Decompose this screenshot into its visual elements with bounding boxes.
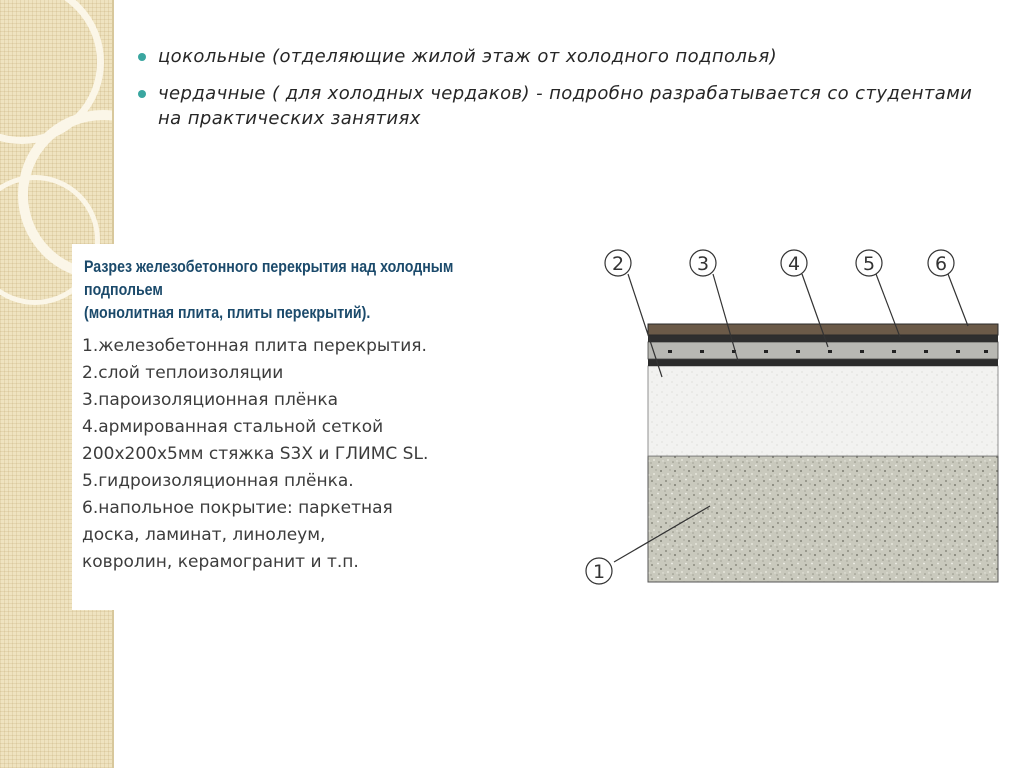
list-item: доска, ламинат, линолеум, bbox=[82, 525, 326, 545]
callout-label: 4 bbox=[787, 253, 801, 275]
floor-section-diagram bbox=[580, 240, 1010, 600]
caption-line: (монолитная плита, плиты перекрытий). bbox=[84, 304, 371, 322]
bullet-text: чердачные ( для холодных чердаков) - подробно разрабатывается со студентами на практических занятиях bbox=[158, 83, 973, 129]
list-item: ковролин, керамогранит и т.п. bbox=[82, 552, 359, 572]
list-item: 3.пароизоляционная плёнка bbox=[82, 390, 339, 410]
callout-label: 2 bbox=[611, 253, 625, 275]
layer-list bbox=[82, 333, 572, 576]
leader-line bbox=[948, 274, 968, 326]
vapor-barrier-layer bbox=[648, 359, 998, 366]
insulation-layer bbox=[648, 366, 998, 456]
bullet-list bbox=[136, 44, 996, 143]
callout-label: 1 bbox=[592, 561, 606, 583]
bullet-item bbox=[136, 44, 996, 69]
list-item: 2.слой теплоизоляции bbox=[82, 363, 284, 383]
waterproofing-layer bbox=[648, 335, 998, 342]
bullet-dot-icon bbox=[138, 90, 146, 98]
bullet-text: цокольные (отделяющие жилой этаж от холодного подполья) bbox=[158, 46, 777, 67]
callout-label: 5 bbox=[862, 253, 876, 275]
caption-line: подпольем bbox=[84, 281, 163, 299]
list-item: 6.напольное покрытие: паркетная bbox=[82, 498, 393, 518]
list-item: 5.гидроизоляционная плёнка. bbox=[82, 471, 354, 491]
figure-caption bbox=[84, 256, 505, 325]
caption-line: Разрез железобетонного перекрытия над холодным bbox=[84, 258, 454, 276]
bullet-dot-icon bbox=[138, 53, 146, 61]
list-item: 200х200х5мм стяжка S3X и ГЛИМС SL. bbox=[82, 444, 429, 464]
callout-label: 6 bbox=[934, 253, 948, 275]
slab-layer bbox=[648, 456, 998, 582]
bullet-item bbox=[136, 81, 996, 131]
list-item: 1.железобетонная плита перекрытия. bbox=[82, 336, 427, 356]
list-item: 4.армированная стальной сеткой bbox=[82, 417, 384, 437]
callout-label: 3 bbox=[696, 253, 710, 275]
